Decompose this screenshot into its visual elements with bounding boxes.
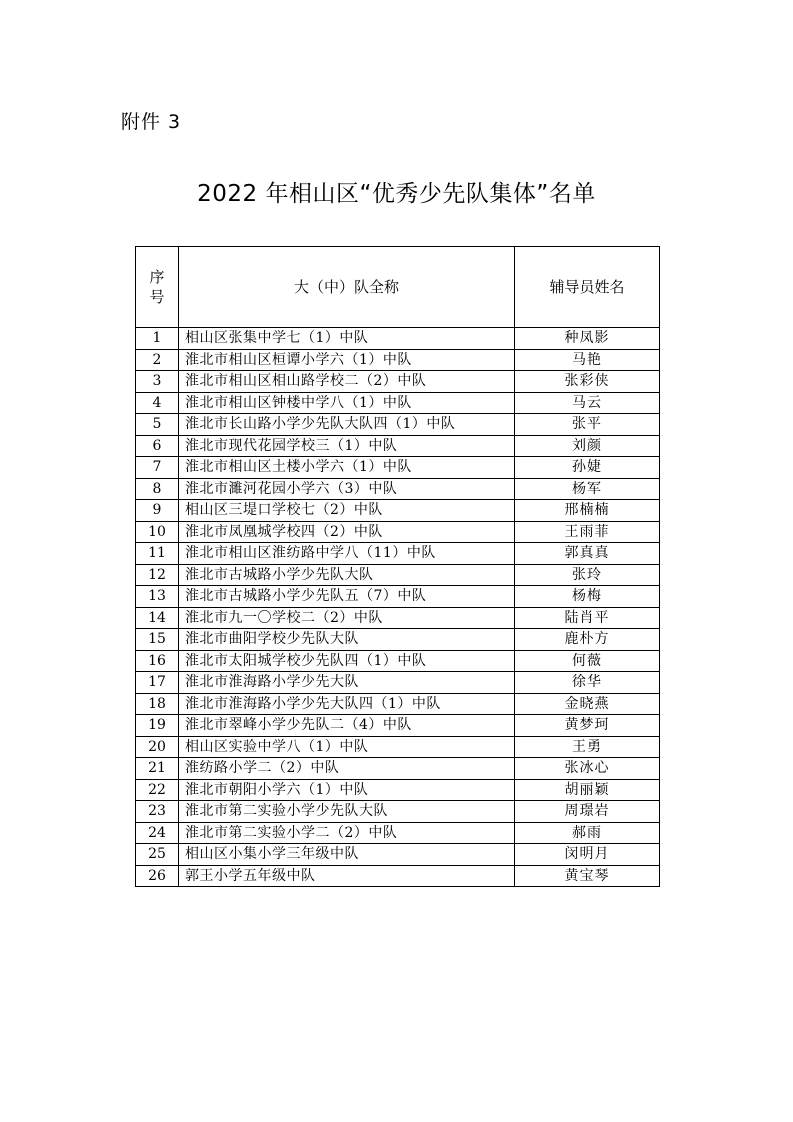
table-row [136,715,660,737]
counselor-name-cell: 张彩侠 [515,371,660,393]
counselor-name-cell: 郝雨 [515,822,660,844]
team-name-cell: 相山区张集中学七（1）中队 [179,328,515,350]
table-row [136,801,660,823]
row-number-cell: 16 [136,650,179,672]
table-row [136,392,660,414]
row-number-cell: 15 [136,629,179,651]
counselor-name-cell: 胡丽颖 [515,779,660,801]
row-number-cell: 13 [136,586,179,608]
table-row [136,586,660,608]
table-row [136,500,660,522]
row-number-cell: 9 [136,500,179,522]
column-header-counselor: 辅导员姓名 [515,247,660,328]
row-number-cell: 18 [136,693,179,715]
table-row [136,779,660,801]
attachment-label: 附件 3 [121,111,182,133]
team-name-cell: 淮北市相山区钟楼中学八（1）中队 [179,392,515,414]
column-header-no-text: 序 号 [149,268,165,306]
table-row [136,521,660,543]
column-header-no [136,247,179,328]
table-row [136,435,660,457]
row-number-cell: 7 [136,457,179,479]
counselor-name-cell: 闵明月 [515,844,660,866]
counselor-name-cell: 张平 [515,414,660,436]
row-number-cell: 25 [136,844,179,866]
team-name-cell: 淮北市翠峰小学少先队二（4）中队 [179,715,515,737]
counselor-name-cell: 鹿朴方 [515,629,660,651]
counselor-name-cell: 孙婕 [515,457,660,479]
table-row [136,758,660,780]
row-number-cell: 5 [136,414,179,436]
counselor-name-cell: 王雨菲 [515,521,660,543]
table-row [136,650,660,672]
table-row [136,693,660,715]
team-name-cell: 淮北市现代花园学校三（1）中队 [179,435,515,457]
counselor-name-cell: 金晓燕 [515,693,660,715]
team-name-cell: 淮北市相山区桓谭小学六（1）中队 [179,349,515,371]
table-row [136,457,660,479]
counselor-name-cell: 张玲 [515,564,660,586]
table-body [136,328,660,887]
row-number-cell: 20 [136,736,179,758]
counselor-name-cell: 种凤影 [515,328,660,350]
counselor-name-cell: 邢楠楠 [515,500,660,522]
row-number-cell: 24 [136,822,179,844]
row-number-cell: 6 [136,435,179,457]
team-name-cell: 郭王小学五年级中队 [179,865,515,887]
table-row [136,414,660,436]
table-row [136,865,660,887]
table-row [136,629,660,651]
team-name-cell: 淮纺路小学二（2）中队 [179,758,515,780]
team-name-cell: 相山区三堤口学校七（2）中队 [179,500,515,522]
counselor-name-cell: 刘颜 [515,435,660,457]
counselor-name-cell: 马艳 [515,349,660,371]
row-number-cell: 21 [136,758,179,780]
row-number-cell: 4 [136,392,179,414]
team-name-cell: 淮北市长山路小学少先队大队四（1）中队 [179,414,515,436]
counselor-name-cell: 陆肖平 [515,607,660,629]
table-row [136,844,660,866]
table-row [136,349,660,371]
table-header-row [136,247,660,328]
row-number-cell: 10 [136,521,179,543]
row-number-cell: 14 [136,607,179,629]
team-name-cell: 淮北市九一〇学校二（2）中队 [179,607,515,629]
counselor-name-cell: 黄宝琴 [515,865,660,887]
team-name-cell: 淮北市曲阳学校少先队大队 [179,629,515,651]
row-number-cell: 19 [136,715,179,737]
team-name-cell: 淮北市淮海路小学少先大队四（1）中队 [179,693,515,715]
table-row [136,822,660,844]
row-number-cell: 1 [136,328,179,350]
table-row [136,672,660,694]
row-number-cell: 26 [136,865,179,887]
counselor-name-cell: 郭真真 [515,543,660,565]
team-name-cell: 淮北市淮海路小学少先大队 [179,672,515,694]
team-name-cell: 相山区实验中学八（1）中队 [179,736,515,758]
counselor-name-cell: 马云 [515,392,660,414]
team-name-cell: 淮北市朝阳小学六（1）中队 [179,779,515,801]
counselor-name-cell: 周璟岩 [515,801,660,823]
table-row [136,564,660,586]
table-row [136,328,660,350]
row-number-cell: 11 [136,543,179,565]
row-number-cell: 2 [136,349,179,371]
counselor-name-cell: 张冰心 [515,758,660,780]
team-name-cell: 淮北市古城路小学少先队五（7）中队 [179,586,515,608]
counselor-name-cell: 何薇 [515,650,660,672]
table-row [136,371,660,393]
team-name-cell: 淮北市相山区淮纺路中学八（11）中队 [179,543,515,565]
table-row [136,736,660,758]
team-name-cell: 淮北市相山区土楼小学六（1）中队 [179,457,515,479]
document-title: 2022 年相山区“优秀少先队集体”名单 [197,181,596,207]
row-number-cell: 12 [136,564,179,586]
team-name-cell: 淮北市相山区相山路学校二（2）中队 [179,371,515,393]
team-name-cell: 淮北市太阳城学校少先队四（1）中队 [179,650,515,672]
team-name-cell: 淮北市第二实验小学少先队大队 [179,801,515,823]
team-name-cell: 淮北市第二实验小学二（2）中队 [179,822,515,844]
counselor-name-cell: 徐华 [515,672,660,694]
counselor-name-cell: 杨梅 [515,586,660,608]
row-number-cell: 3 [136,371,179,393]
team-name-cell: 相山区小集小学三年级中队 [179,844,515,866]
table-row [136,607,660,629]
column-header-unit: 大（中）队全称 [179,247,515,328]
counselor-name-cell: 黄梦珂 [515,715,660,737]
table-row [136,543,660,565]
counselor-name-cell: 杨军 [515,478,660,500]
team-name-cell: 淮北市凤凰城学校四（2）中队 [179,521,515,543]
row-number-cell: 22 [136,779,179,801]
team-name-cell: 淮北市古城路小学少先队大队 [179,564,515,586]
row-number-cell: 23 [136,801,179,823]
table-row [136,478,660,500]
row-number-cell: 8 [136,478,179,500]
counselor-name-cell: 王勇 [515,736,660,758]
row-number-cell: 17 [136,672,179,694]
team-roster-table [135,246,660,887]
team-name-cell: 淮北市濉河花园小学六（3）中队 [179,478,515,500]
